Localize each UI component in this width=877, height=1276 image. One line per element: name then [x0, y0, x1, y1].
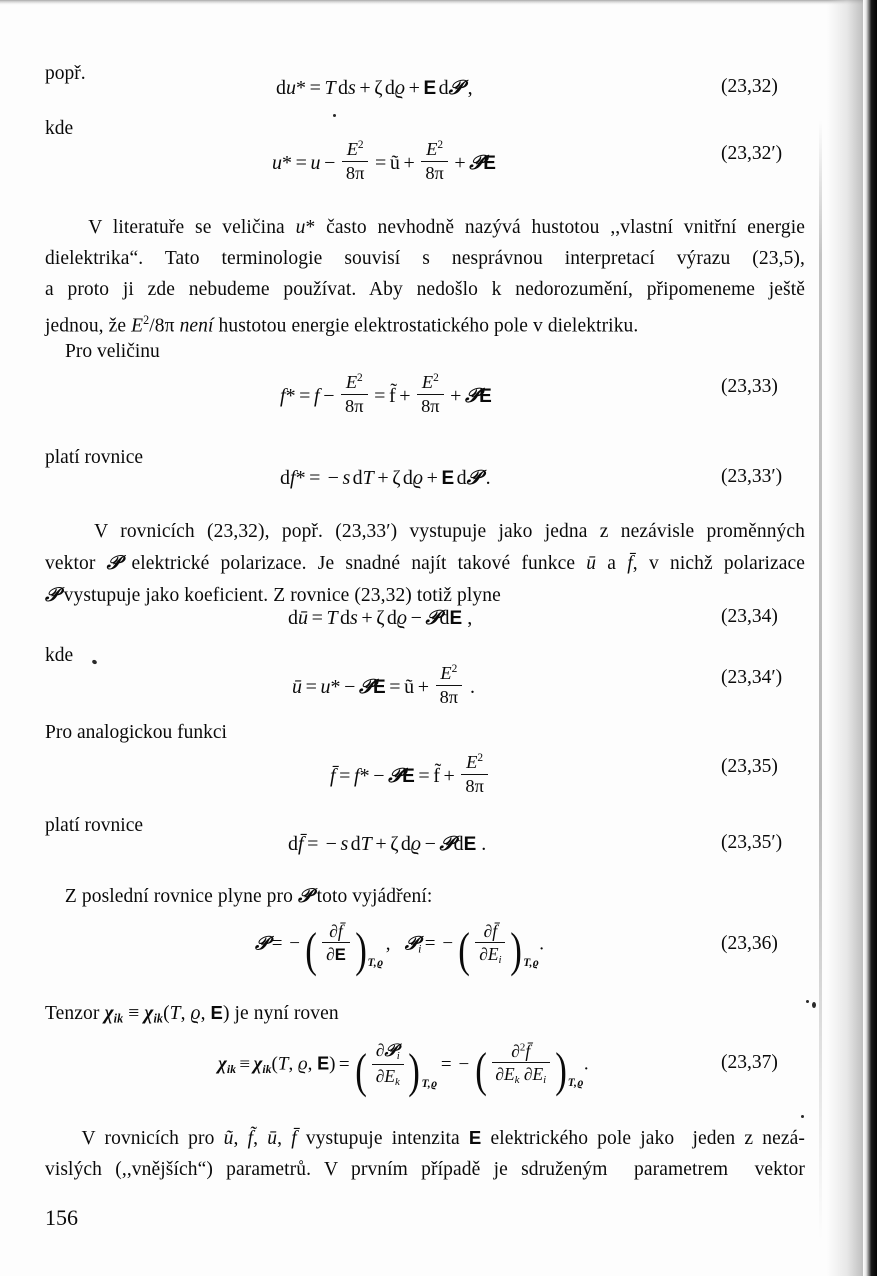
- paragraph-intenzita: [45, 1122, 805, 1185]
- lead-kde-1: kde: [45, 118, 74, 139]
- paragraph-posledni-rovnice: [45, 880, 805, 912]
- scan-gutter-shadow: [827, 0, 863, 1276]
- scan-speck: [333, 114, 336, 117]
- equation-number: (23,36): [721, 933, 778, 954]
- lead-popr: popř.: [45, 63, 86, 84]
- paragraph-line: Z poslední rovnice plyne pro 𝒫 toto vyjádření:: [45, 884, 433, 907]
- paragraph-tenzor: [45, 997, 805, 1034]
- scan-right-edge-artifact: [863, 0, 877, 1276]
- equation-number: (23,33′): [721, 466, 783, 487]
- equation-number: (23,32′): [721, 143, 783, 164]
- equation-23-34-prime: ū = u* − 𝒫E = ũ + $\frac{E^2}{8\pi}$ .: [292, 663, 476, 708]
- paragraph-rovnicich: [45, 516, 805, 611]
- equation-number: (23,34′): [721, 667, 783, 688]
- lead-plati-rovnice-2: platí rovnice: [45, 815, 144, 836]
- equation-23-32: du* = T ds + ζ dϱ + E d𝒫 ,: [276, 75, 473, 99]
- equation-23-36: 𝒫 = − ( $\frac{\partial f̄}{\partial E}$ )$_{T,ϱ}$, 𝒫$_i$ = − ( $\frac{\partial f̄}{\partial E_i}$ )$_{T,ϱ}$.: [255, 921, 544, 977]
- scan-top-edge-artifact: [0, 0, 877, 5]
- scan-speck: [801, 1115, 804, 1118]
- equation-23-34: dū = T ds + ζ dϱ − 𝒫dE ,: [288, 605, 473, 629]
- equation-23-32-prime: u* = u − $\frac{E^2}{8\pi}$ = ũ + $\frac{E^2}{8\pi}$ + 𝒫E: [272, 139, 496, 184]
- paragraph-line: vislých (,,vnějších“) parametrů. V prvním případě je sdruženým parametrem vektor: [45, 1159, 805, 1180]
- scan-crease-artifact: [819, 120, 822, 1240]
- lead-pro-analogickou-funkci: Pro analogickou funkci: [45, 722, 227, 743]
- equation-number: (23,34): [721, 606, 778, 627]
- equation-number: (23,35): [721, 756, 778, 777]
- equation-number: (23,37): [721, 1052, 778, 1073]
- equation-23-37: $\chi_{ik} \equiv \chi_{ik}(T$, ϱ, E) = ( $\frac{\partial 𝒫_i}{\partial E_k}$ )$_{T,ϱ}=$ − ( $\frac{\partial^2f̄}{\partial E_k \partial E_i}$ )$_{T,ϱ}$.: [218, 1040, 589, 1099]
- equation-23-33: f* = f − $\frac{E^2}{8\pi}$ = f̃ + $\frac{E^2}{8\pi}$ + 𝒫E: [280, 372, 492, 417]
- paragraph-line: a proto ji zde nebudeme používat. Aby nedošlo k nedorozumění, připomeneme ještě: [45, 279, 805, 300]
- paragraph-line: jednou, že $E^2/8\pi$ není hustotou energie elektrostatického pole v dielektriku.: [45, 313, 639, 337]
- equation-number: (23,32): [721, 76, 778, 97]
- lead-plati-rovnice-1: platí rovnice: [45, 447, 144, 468]
- scan-speck: [806, 1000, 809, 1003]
- scan-speck: [812, 1002, 816, 1008]
- equation-number: (23,35′): [721, 832, 783, 853]
- equation-number: (23,33): [721, 376, 778, 397]
- paragraph-literature: [45, 212, 805, 341]
- page-number: 156: [45, 1205, 78, 1230]
- paragraph-line: Tenzor $\chi_{ik} \equiv \chi_{ik}(T$, ϱ, E) je nyní roven: [45, 1002, 339, 1026]
- equation-23-33-prime: df* = − s dT + ζ dϱ + E d𝒫 .: [280, 465, 491, 489]
- paragraph-line: V rovnicích (23,32), popř. (23,33′) vystupuje jako jedna z nezávisle proměnných: [45, 521, 805, 542]
- paragraph-line: vektor 𝒫 elektrické polarizace. Je snadné najít takové funkce ū a f̄, v nichž polarizace: [45, 551, 805, 574]
- equation-23-35-prime: df̄ = − s dT + ζ dϱ − 𝒫dE .: [288, 831, 487, 855]
- paragraph-line: V rovnicích pro ũ, f̃, ū, f̄ vystupuje intenzita E elektrického pole jako jeden z nezá-: [45, 1127, 805, 1149]
- paragraph-line: dielektrika“. Tato terminologie souvisí s nesprávnou interpretací výrazu (23,5),: [45, 248, 805, 269]
- lead-kde-2: kde: [45, 645, 74, 666]
- paragraph-line: V literatuře se veličina u* často nevhodně nazývá hustotou ,,vlastní vnitřní energie: [45, 217, 805, 238]
- paragraph-line: 𝒫 vystupuje jako koeficient. Z rovnice (23,32) totiž plyne: [45, 583, 501, 606]
- equation-23-35: f̄ = f* − 𝒫E = f̃ + $\frac{E^2}{8\pi}$: [330, 752, 491, 797]
- scan-speck: [91, 659, 97, 665]
- lead-pro-velicinu: Pro veličinu: [65, 341, 160, 362]
